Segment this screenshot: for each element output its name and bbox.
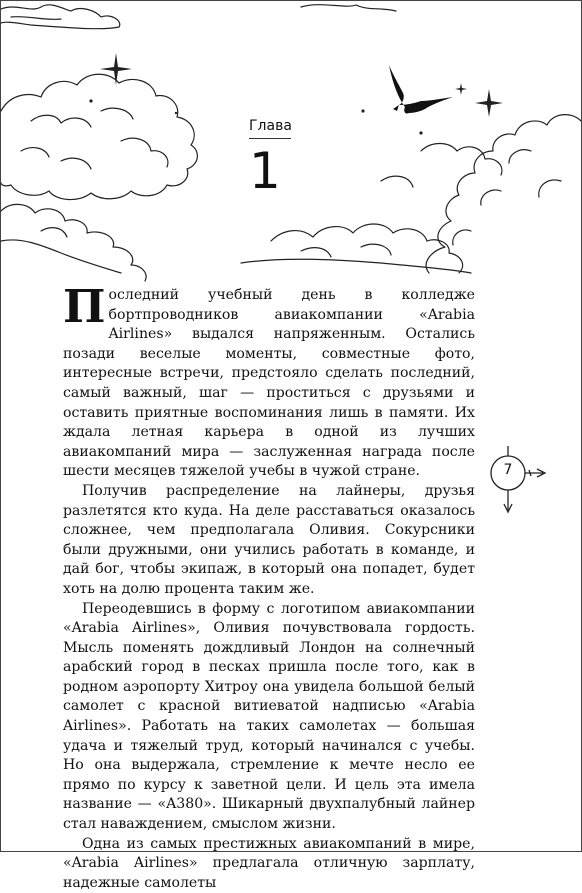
cloud-center-bank bbox=[241, 224, 471, 273]
paragraph: Переодевшись в форму с логотипом авиакомпании «Arabia Airlines», Оливия почувствовала гордость. Мысль поменять дождливый Лондон на солнечный арабский город в песках пришла после того, как в родном аэропорту Хитроу она увидела большой белый самолет с красной витиеватой надписью «Arabia Airlines». Работать на таких самолетах — большая удача и тяжелый труд, который начинался с учебы. Но она выдержала, стремление к мечте несло ее прямо по курсу к заветной цели. И цель эта имела название — «A380». Шикарный двухпалубный лайнер стал наваждением, смыслом жизни. bbox=[63, 600, 475, 833]
page-number-badge bbox=[487, 442, 547, 522]
paragraph: Получив распределение на лайнеры, друзья разлетятся кто куда. На деле расставаться оказалось сложнее, чем предполагала Оливия. Сокурсники были дружными, они учились работать в команде, и дай бог, чтобы экипаж, в который она попадет, будет хоть на долю процента таким же. bbox=[63, 482, 475, 597]
sky-illustration bbox=[1, 1, 581, 281]
cloud-top-right bbox=[301, 5, 396, 11]
cloud-left-lower bbox=[1, 204, 146, 281]
page-number: 7 bbox=[503, 462, 513, 478]
bird-silhouette bbox=[389, 65, 453, 114]
star-large-right bbox=[475, 89, 503, 117]
cloud-upper-right bbox=[381, 144, 502, 188]
chapter-label: Глава bbox=[249, 118, 292, 134]
cloud-top-left bbox=[1, 5, 120, 29]
drop-cap: П bbox=[63, 280, 106, 333]
paragraph-text: оследний учебный день в колледже бортпроводников авиакомпании «Arabia Airlines» выдался напряженным. Остались позади веселые моменты, совместные фото, интересные встречи, предстояло сделать последний, самый важный, шаг — проститься с друзьями и оставить приятные воспоминания лишь в памяти. Их ждала летная карьера в одной из лучших авиакомпаний мира — заслуженная награда после шести месяцев тяжелой учебы в чужой стране. bbox=[63, 287, 475, 480]
chapter-number: 1 bbox=[249, 142, 281, 200]
paragraph: Одна из самых престижных авиакомпаний в мире, «Arabia Airlines» предлагала отличную зарплату, надежные самолеты bbox=[63, 835, 475, 891]
chapter-divider bbox=[249, 138, 291, 139]
cloud-left-bank bbox=[1, 74, 197, 199]
paragraph bbox=[63, 280, 475, 482]
chapter-text bbox=[63, 280, 475, 893]
